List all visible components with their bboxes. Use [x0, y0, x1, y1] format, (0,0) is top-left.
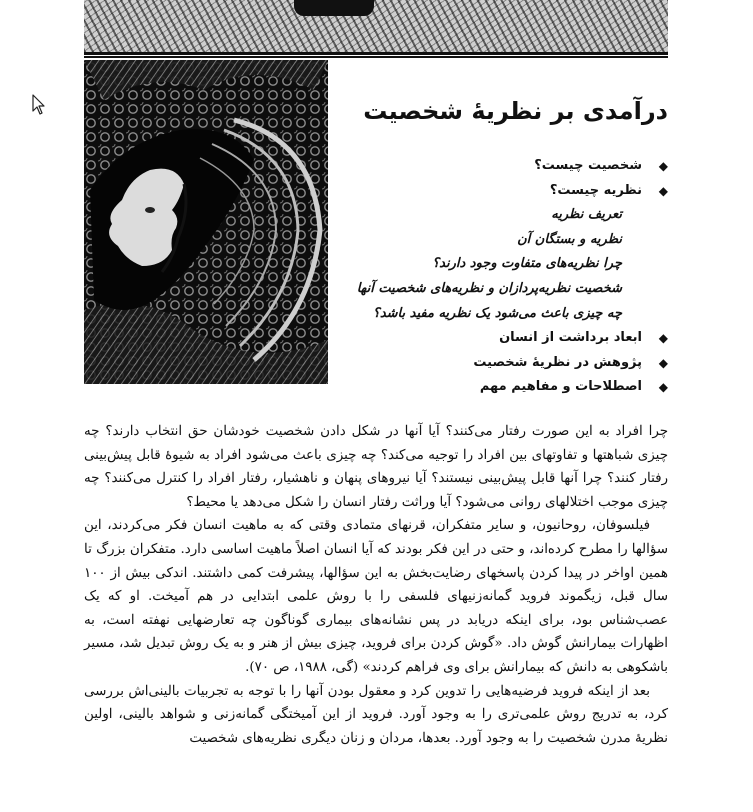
- chapter-header: [340, 90, 670, 400]
- body-paragraph: بعد از اینکه فروید فرضیه‌هایی را تدوین کرد و معقول بودن آنها را با توجه به تجربیات بالینی‌اش بررسی کرد، به تدریج روش علمی‌تری را به وجود آورد. فروید از این آمیختگی گمانه‌زنی و شواهد بالینی، اولین نظریهٔ مدرن شخصیت را به وجود آورد. بعدها، مردان و زنان دیگری نظریه‌های شخصیت: [84, 683, 668, 746]
- outline-subitem: [340, 302, 670, 327]
- outline-subitem-label: نظریه و بستگان آن: [517, 231, 622, 247]
- diamond-bullet-icon: ◆: [658, 183, 668, 198]
- outline-subitem: [340, 277, 670, 302]
- chapter-illustration: [84, 60, 328, 384]
- outline-item: [340, 375, 670, 400]
- diamond-bullet-icon: ◆: [658, 355, 668, 370]
- outline-subitem-label: شخصیت نظریه‌پردازان و نظریه‌های شخصیت آنها: [356, 280, 622, 296]
- mouse-cursor-icon: [32, 94, 46, 120]
- outline-item: [340, 351, 670, 376]
- banner-rule: [84, 56, 668, 58]
- body-paragraph: فیلسوفان، روحانیون، و سایر متفکران، قرنهای متمادی وقتی که به ماهیت انسان فکر می‌کردند، این سؤالها را مطرح کرده‌اند، و حتی در این فکر بودند که آیا انسان اصلاً ماهیت اساسی دارد. متفکران بزرگ تا همین اواخر در پیدا کردن پاسخهای رضایت‌بخش به این سؤالها، پیشرفت کمی داشتند. اندکی بیش از ۱۰۰ سال قبل، زیگموند فروید گمانه‌زنیهای فلسفی را با روش علمی ابتدایی در هم آمیخت. او که یک عصب‌شناس بود، برای اینکه دریابد در پس نشانه‌های بیماری گوناگون چه تعارضهایی نهفته است، به اظهارات بیمارانش گوش داد. «گوش کردن برای فروید، چیزی بیش از هنر و به یک روش تبدیل شد، مسیر باشکوهی به دانش که بیمارانش برای وی فراهم کردند» (گی، ۱۹۸۸، ص ۷۰).: [84, 518, 668, 675]
- outline-subitem: [340, 228, 670, 253]
- chapter-title: درآمدی بر نظریهٔ شخصیت: [363, 97, 668, 125]
- profile-engraving: [84, 60, 328, 384]
- outline-item-label: اصطلاحات و مفاهیم مهم: [479, 379, 642, 395]
- outline-item-label: شخصیت چیست؟: [534, 158, 642, 173]
- banner-tab: [294, 0, 374, 16]
- diamond-bullet-icon: ◆: [658, 159, 668, 173]
- outline-subitem: [340, 252, 670, 277]
- outline-subitem-label: تعریف نظریه: [551, 207, 622, 223]
- diamond-bullet-icon: ◆: [658, 331, 668, 346]
- chapter-body: [84, 420, 668, 750]
- outline-item: [340, 179, 670, 204]
- outline-item: [340, 154, 670, 179]
- outline-item-label: پژوهش در نظریهٔ شخصیت: [473, 354, 642, 370]
- diamond-bullet-icon: ◆: [658, 380, 668, 395]
- outline-subitem-label: چه چیزی باعث می‌شود یک نظریه مفید باشد؟: [372, 305, 622, 321]
- body-paragraph: چرا افراد به این صورت رفتار می‌کنند؟ آیا آنها در شکل دادن شخصیت خودشان حق انتخاب دارند؟ چه چیزی شباهتها و تفاوتهای بین افراد را توجیه می‌کند؟ چه چیزی باعث می‌شود افراد به شیوهٔ قابل پیش‌بینی رفتار کنند؟ چرا آنها قابل پیش‌بینی نیستند؟ آیا نیروهای پنهان و ناهشیار، رفتار افراد را کنترل می‌کنند؟ چه چیزی موجب اختلالهای روانی می‌شود؟ آیا وراثت رفتار انسان را شکل می‌دهد یا محیط؟: [84, 424, 668, 510]
- outline-subitem: [340, 203, 670, 228]
- outline-subitem-label: چرا نظریه‌های متفاوت وجود دارند؟: [432, 256, 622, 272]
- chapter-banner: [84, 0, 668, 55]
- chapter-outline: [340, 154, 670, 400]
- outline-item-label: ابعاد برداشت از انسان: [499, 330, 642, 346]
- outline-item-label: نظریه چیست؟: [549, 182, 642, 198]
- outline-item: [340, 326, 670, 351]
